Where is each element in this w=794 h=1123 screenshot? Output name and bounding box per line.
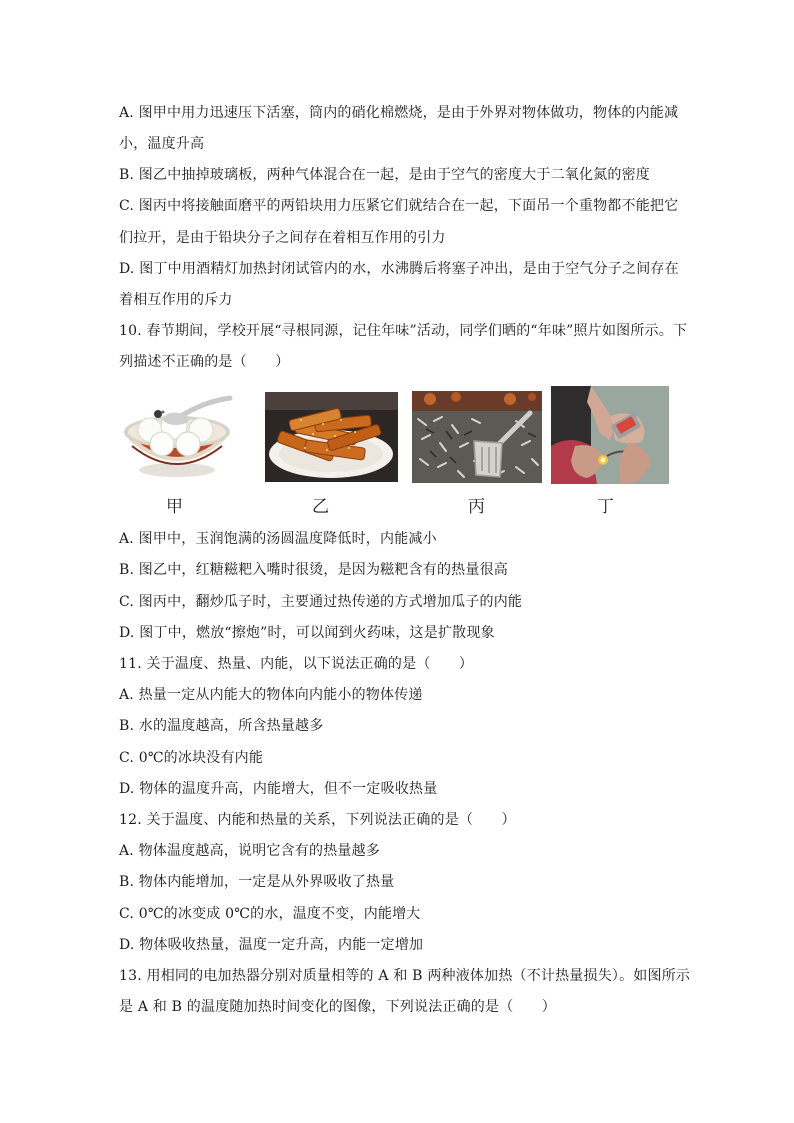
q11-option-c: C. 0℃的冰块没有内能	[119, 750, 264, 766]
q10-option-a: A. 图甲中，玉润饱满的汤圆温度降低时，内能减小	[119, 531, 437, 547]
stir-fried-melon-seeds-image	[412, 391, 542, 483]
q12-option-d: D. 物体吸收热量，温度一定升高，内能一定增加	[119, 937, 424, 953]
tangyuan-bowl-image	[118, 388, 236, 482]
firecracker-lighting-image	[551, 386, 669, 484]
q11-option-d: D. 物体的温度升高，内能增大，但不一定吸收热量	[119, 781, 438, 797]
q9-option-d-line1: D. 图丁中用酒精灯加热封闭试管内的水，水沸腾后将塞子冲出，是由于空气分子之间存在	[119, 261, 679, 277]
caption-ding: 丁	[597, 497, 614, 517]
q12-option-a: A. 物体温度越高，说明它含有的热量越多	[119, 843, 381, 859]
q11-option-a: A. 热量一定从内能大的物体向内能小的物体传递	[119, 687, 423, 703]
q9-option-a-line1: A. 图甲中用力迅速压下活塞，筒内的硝化棉燃烧，是由于外界对物体做功，物体的内能减	[119, 105, 679, 121]
caption-bing: 丙	[468, 497, 485, 517]
q9-option-b: B. 图乙中抽掉玻璃板，两种气体混合在一起，是由于空气的密度大于二氧化氮的密度	[119, 167, 650, 183]
q9-option-d-line2: 着相互作用的斥力	[119, 292, 233, 308]
q12-stem: 12. 关于温度、内能和热量的关系，下列说法正确的是（ ）	[119, 812, 516, 828]
q10-option-d: D. 图丁中，燃放“擦炮”时，可以闻到火药味，这是扩散现象	[119, 625, 495, 641]
q10-stem-line2: 列描述不正确的是（ ）	[119, 354, 290, 370]
q10-option-b: B. 图乙中，红糖糍粑入嘴时很烫，是因为糍粑含有的热量很高	[119, 562, 508, 578]
q9-option-c-line1: C. 图丙中将接触面磨平的两铅块用力压紧它们就结合在一起，下面吊一个重物都不能把它	[119, 198, 679, 214]
q9-option-c-line2: 们拉开，是由于铅块分子之间存在着相互作用的引力	[119, 230, 446, 246]
q12-option-c: C. 0℃的冰变成 0℃的水，温度不变，内能增大	[119, 906, 421, 922]
q13-stem-line1: 13. 用相同的电加热器分别对质量相等的 A 和 B 两种液体加热（不计热量损失）。如图所示	[119, 968, 691, 984]
caption-jia: 甲	[166, 497, 183, 517]
q13-stem-line2: 是 A 和 B 的温度随加热时间变化的图像，下列说法正确的是（ ）	[119, 999, 556, 1015]
q9-option-a-line2: 小，温度升高	[119, 136, 205, 152]
q11-stem: 11. 关于温度、热量、内能，以下说法正确的是（ ）	[119, 656, 474, 672]
q10-stem-line1: 10. 春节期间，学校开展“寻根同源，记住年味”活动，同学们晒的“年味”照片如图所示。下	[119, 323, 688, 339]
caption-yi: 乙	[312, 497, 329, 517]
q11-option-b: B. 水的温度越高，所含热量越多	[119, 718, 324, 734]
q12-option-b: B. 物体内能增加，一定是从外界吸收了热量	[119, 874, 395, 890]
brown-sugar-ciba-image	[265, 392, 398, 482]
q10-option-c: C. 图丙中，翻炒瓜子时，主要通过热传递的方式增加瓜子的内能	[119, 594, 523, 610]
